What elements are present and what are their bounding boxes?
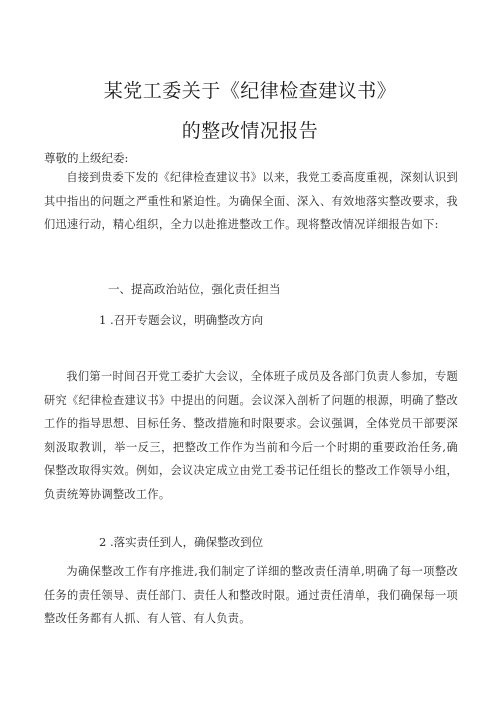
salutation: 尊敬的上级纪委: (44, 151, 129, 165)
item-heading-1: 1 .召开专题会议，明确整改方向 (99, 313, 264, 327)
item-2-paragraph: 为确保整改工作有序推进,我们制定了详细的整改责任清单,明确了每一项整改任务的责任领导、责任部门、责任人和整改时限。通过责任清单，我们确保每一项整改任务都有人抓、有人管、有人负责。 (44, 565, 458, 625)
item-1-paragraph: 我们第一时间召开党工委扩大会议，全体班子成员及各部门负责人参加，专题研究《纪律检查建议书》中提出的问题。会议深入剖析了问题的根源，明确了整改工作的指导思想、目标任务、整改措施和时限要求。会议强调，全体党员干部要深刻汲取教训，举一反三，把整改工作作为当前和今后一个时期的重要政治任务,确保整改取得实效。例如，会议决定成立由党工委书记任组长的整改工作领导小组，负责统筹协调整改工作。 (44, 370, 458, 501)
document-title-line-1: 某党工委关于《纪律检查建议书》 (103, 80, 397, 102)
section-heading-1: 一、提高政治站位，强化责任担当 (108, 282, 281, 296)
item-heading-2: 2 .落实责任到人，确保整改到位 (99, 535, 264, 549)
intro-paragraph: 自接到贵委下发的《纪律检查建议书》以来，我党工委高度重视，深刻认识到其中指出的问题之严重性和紧迫性。为确保全面、深入、有效地落实整改要求，我们迅速行动，精心组织，全力以赴推进整改工作。现将整改情况详细报告如下: (44, 171, 458, 231)
document-title-line-2: 的整改情况报告 (181, 120, 319, 142)
